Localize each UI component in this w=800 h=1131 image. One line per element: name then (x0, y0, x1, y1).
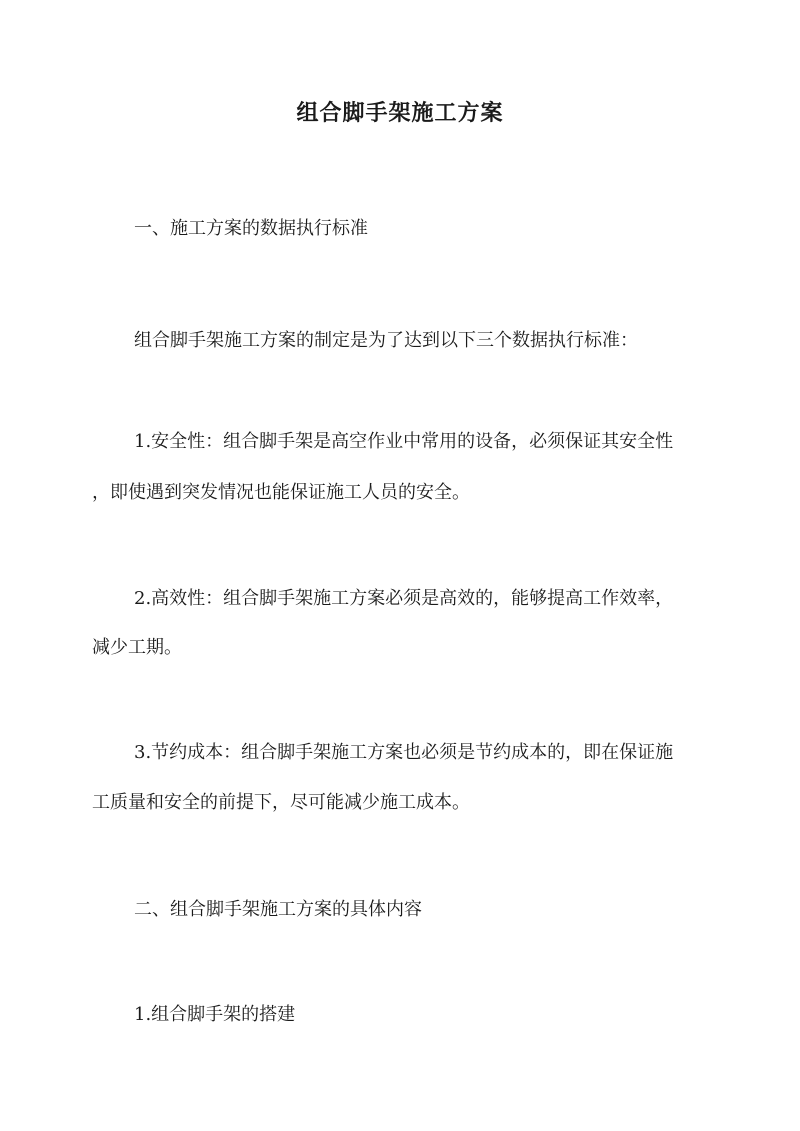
section2-heading: 二、组合脚手架施工方案的具体内容 (134, 899, 422, 920)
intro-paragraph: 组合脚手架施工方案的制定是为了达到以下三个数据执行标准： (134, 330, 638, 351)
item3-line2: 工质量和安全的前提下，尽可能减少施工成本。 (92, 792, 470, 813)
item1-line1: 1.安全性：组合脚手架是高空作业中常用的设备，必须保证其安全性 (134, 431, 674, 452)
document-title: 组合脚手架施工方案 (296, 100, 504, 126)
section1-heading: 一、施工方案的数据执行标准 (134, 218, 368, 239)
item3-line1: 3.节约成本：组合脚手架施工方案也必须是节约成本的，即在保证施 (134, 742, 674, 763)
subsection1-heading: 1.组合脚手架的搭建 (134, 1004, 296, 1025)
item2-line1: 2.高效性：组合脚手架施工方案必须是高效的，能够提高工作效率， (134, 588, 674, 609)
item1-line2: ，即使遇到突发情况也能保证施工人员的安全。 (92, 482, 470, 503)
item2-line2: 减少工期。 (92, 637, 182, 658)
